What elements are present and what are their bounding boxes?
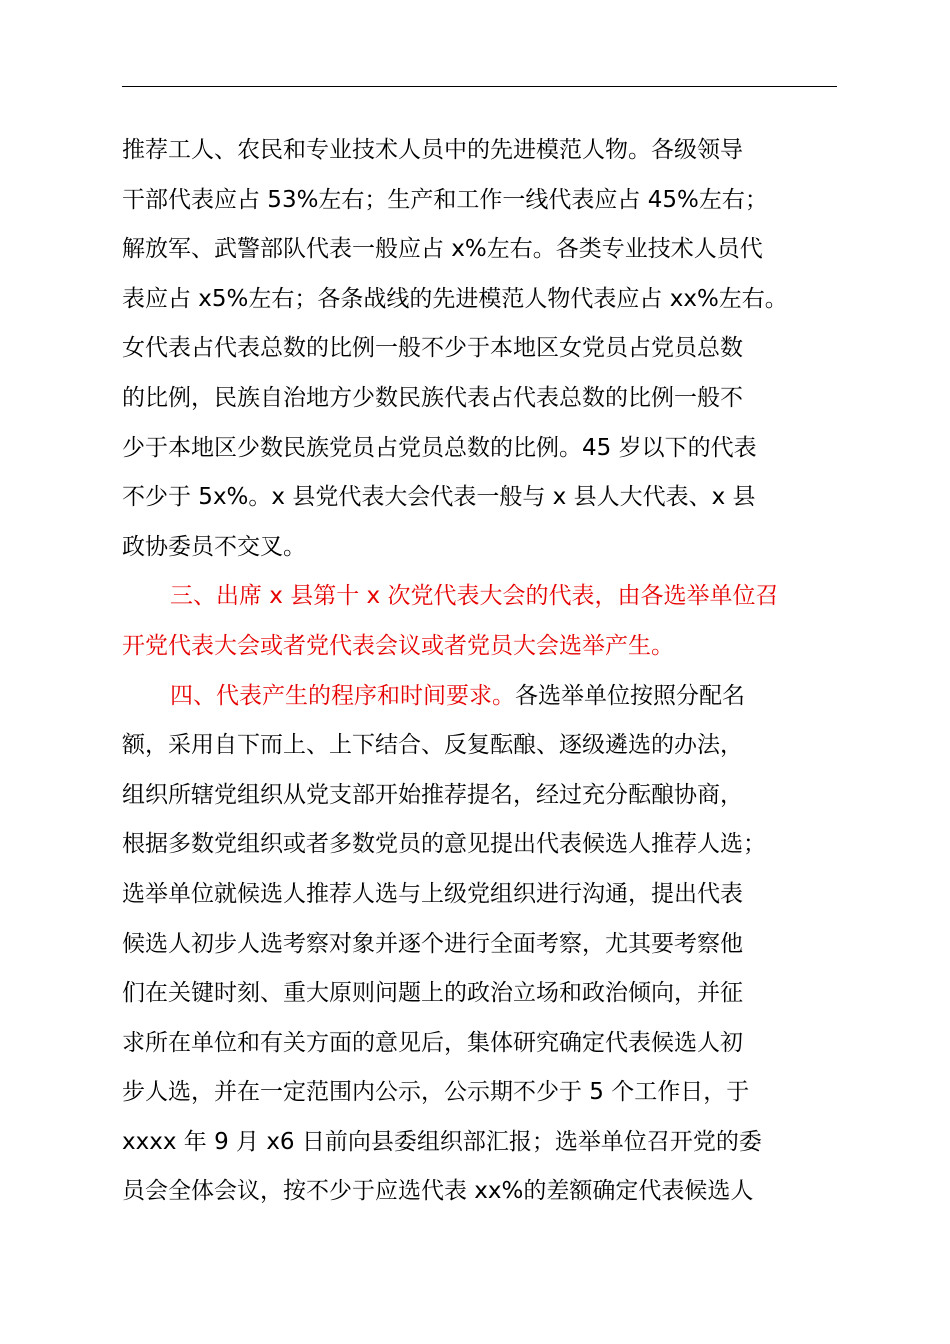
text-line: 步人选，并在一定范围内公示，公示期不少于 5 个工作日，于 — [122, 1079, 750, 1106]
text-line: 不少于 5x%。x 县党代表大会代表一般与 x 县人大代表、x 县 — [122, 484, 756, 511]
text-line: 候选人初步人选考察对象并逐个进行全面考察，尤其要考察他 — [122, 930, 743, 957]
text-line: 额，采用自下而上、上下结合、反复酝酿、逐级遴选的办法， — [122, 732, 743, 759]
section-three-line: 三、出席 x 县第十 x 次党代表大会的代表，由各选举单位召 — [170, 583, 779, 610]
text-line: 少于本地区少数民族党员占党员总数的比例。45 岁以下的代表 — [122, 434, 757, 461]
text-line: 政协委员不交叉。 — [122, 533, 306, 560]
text-line: 推荐工人、农民和专业技术人员中的先进模范人物。各级领导 — [122, 137, 743, 163]
text-line: 组织所辖党组织从党支部开始推荐提名，经过充分酝酿协商， — [122, 781, 743, 808]
text-line: 根据多数党组织或者多数党员的意见提出代表候选人推荐人选； — [122, 831, 766, 858]
text-line: 求所在单位和有关方面的意见后，集体研究确定代表候选人初 — [122, 1029, 743, 1056]
text-line: 员会全体会议，按不少于应选代表 xx%的差额确定代表候选人 — [122, 1178, 754, 1205]
text-line: xxxx 年 9 月 x6 日前向县委组织部汇报；选举单位召开党的委 — [122, 1128, 762, 1155]
section-three-line: 开党代表大会或者党代表会议或者党员大会选举产生。 — [122, 632, 674, 659]
text-line: 选举单位就候选人推荐人选与上级党组织进行沟通，提出代表 — [122, 880, 743, 907]
text-line: 干部代表应占 53%左右；生产和工作一线代表应占 45%左右； — [122, 186, 768, 213]
section-four-text: 各选举单位按照分配名 — [515, 682, 745, 709]
section-four-first-line — [122, 672, 837, 722]
text-line: 女代表占代表总数的比例一般不少于本地区女党员占党员总数 — [122, 335, 743, 362]
text-line: 解放军、武警部队代表一般应占 x%左右。各类专业技术人员代 — [122, 236, 763, 263]
text-line: 的比例，民族自治地方少数民族代表占代表总数的比例一般不 — [122, 384, 743, 411]
header-rule — [122, 86, 837, 87]
text-line: 表应占 x5%左右；各条战线的先进模范人物代表应占 xx%左右。 — [122, 285, 788, 312]
text-line: 们在关键时刻、重大原则问题上的政治立场和政治倾向，并征 — [122, 980, 743, 1007]
document-body — [122, 126, 837, 1217]
section-four-heading: 四、代表产生的程序和时间要求。 — [170, 682, 515, 709]
